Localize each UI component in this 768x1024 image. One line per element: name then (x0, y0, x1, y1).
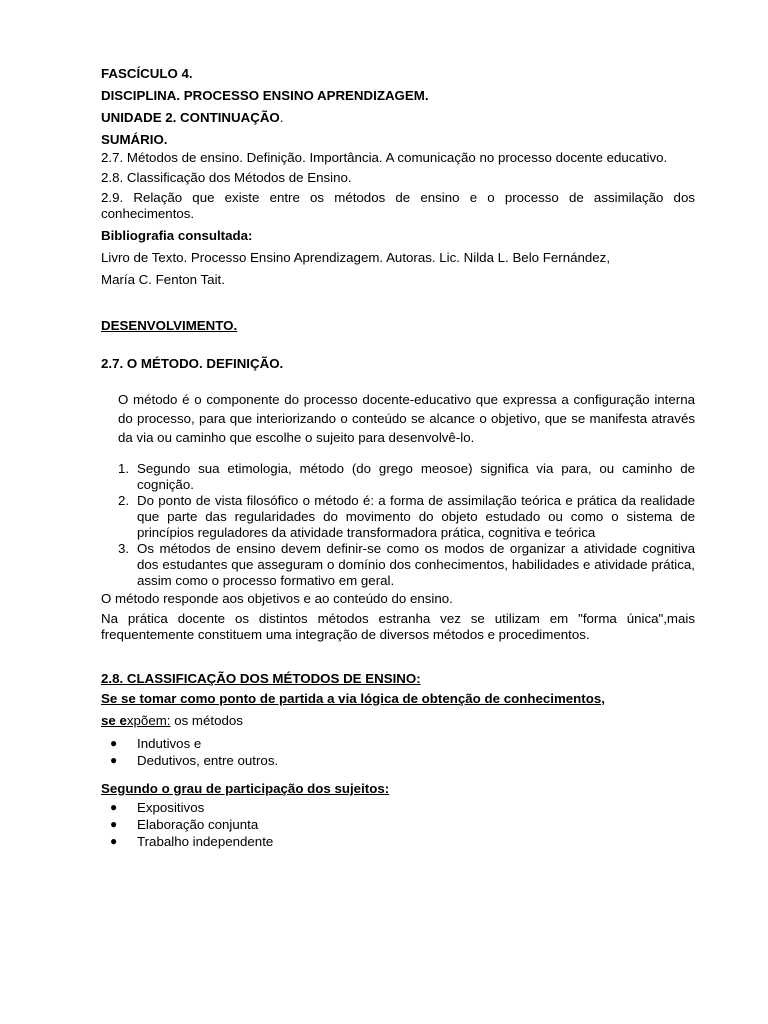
list-item (110, 816, 695, 833)
list-item-number: 3. (118, 541, 130, 556)
list-item-text: Do ponto de vista filosófico o método é: a forma de assimilação teórica e prática da realidade que parte das regularidades do movimento do objeto estudado ou como o sistema de princípios reguladores da atividade transformadora prática, cognitiva e teórica (137, 493, 695, 540)
summary-item (101, 150, 695, 166)
summary-item-label: Métodos de ensino. Definição. Importância. A comunicação no processo docente educativo. (126, 150, 668, 165)
list-item-text: Dedutivos, entre outros. (137, 753, 279, 768)
intro-bold-text: se e (101, 713, 127, 728)
bullet-icon: ● (110, 753, 118, 767)
unidade-heading-tail: . (279, 110, 284, 125)
summary-item-label: Classificação dos Métodos de Ensino. (126, 170, 352, 185)
bibliography-title: Bibliografia consultada: (101, 228, 253, 243)
intro-rest-text: os métodos (170, 713, 243, 728)
bibliography-line: María C. Fenton Tait. (101, 272, 225, 287)
list-item (118, 461, 695, 493)
bullet-icon: ● (110, 736, 118, 750)
unidade-heading-text: UNIDADE 2. CONTINUAÇÃO (101, 110, 280, 125)
document-page (101, 66, 695, 850)
summary-item-number: 2.7. (101, 150, 124, 165)
method-numbered-list (118, 461, 695, 589)
list-item (110, 735, 695, 752)
list-item-text: Trabalho independente (137, 834, 274, 849)
summary-item-number: 2.9. (101, 190, 124, 205)
list-item (110, 799, 695, 816)
list-item-text: Segundo sua etimologia, método (do grego meosoe) significa via para, ou caminho de cognição. (137, 461, 695, 492)
list-item (110, 752, 695, 769)
method-response-paragraph: O método responde aos objetivos e ao conteúdo do ensino. (101, 591, 453, 606)
classification-title: 2.8. CLASSIFICAÇÃO DOS MÉTODOS DE ENSINO: (101, 671, 421, 686)
sumario-heading: SUMÁRIO. (101, 132, 168, 147)
section-27-title: 2.7. O MÉTODO. DEFINIÇÃO. (101, 356, 284, 371)
bullet-icon: ● (110, 817, 118, 831)
list-item (118, 541, 695, 589)
development-title: DESENVOLVIMENTO. (101, 318, 238, 333)
summary-item-number: 2.8. (101, 170, 124, 185)
disciplina-heading: DISCIPLINA. PROCESSO ENSINO APRENDIZAGEM. (101, 88, 429, 103)
unidade-heading (101, 110, 695, 126)
list-item-text: Os métodos de ensino devem definir-se como os modos de organizar a atividade cognitiva dos estudantes que asseguram o domínio dos conhecimentos, habilidades e atividade prática, assim como o processo formativo em geral. (137, 541, 695, 588)
bullet-icon: ● (110, 800, 118, 814)
summary-item-text (101, 150, 695, 166)
method-definition-paragraph: O método é o componente do processo docente-educativo que expressa a configuração interna do processo, para que interiorizando o conteúdo se alcance o objetivo, que se manifesta através da via ou caminho que escolhe o sujeito para desenvolvê-lo. (118, 392, 695, 445)
method-practice-paragraph: Na prática docente os distintos métodos estranha vez se utilizam em "forma única",mais frequentemente constituem uma integração de diversos métodos e procedimentos. (101, 611, 695, 642)
list-item (110, 833, 695, 850)
list-item-number: 1. (118, 461, 130, 476)
summary-item (101, 190, 695, 222)
classification-intro (101, 713, 695, 729)
list-item-text: Indutivos e (137, 736, 202, 751)
bibliography-line: Livro de Texto. Processo Ensino Aprendizagem. Autoras. Lic. Nilda L. Belo Fernández, (101, 250, 611, 265)
fasciculo-heading: FASCÍCULO 4. (101, 66, 193, 81)
logical-methods-list (110, 735, 695, 769)
summary-item (101, 170, 695, 186)
list-item-text: Expositivos (137, 800, 205, 815)
summary-item-text (101, 190, 695, 222)
list-item-text: Elaboração conjunta (137, 817, 259, 832)
bullet-icon: ● (110, 834, 118, 848)
list-item-number: 2. (118, 493, 130, 508)
intro-underlined-text: xpõem: (126, 713, 171, 728)
classification-subtitle: Se se tomar como ponto de partida a via lógica de obtenção de conhecimentos, (101, 691, 605, 706)
summary-item-label: Relação que existe entre os métodos de ensino e o processo de assimilação dos conhecimentos. (101, 190, 695, 221)
participation-methods-list (110, 799, 695, 850)
list-item (118, 493, 695, 541)
participation-subtitle: Segundo o grau de participação dos sujeitos: (101, 781, 390, 796)
